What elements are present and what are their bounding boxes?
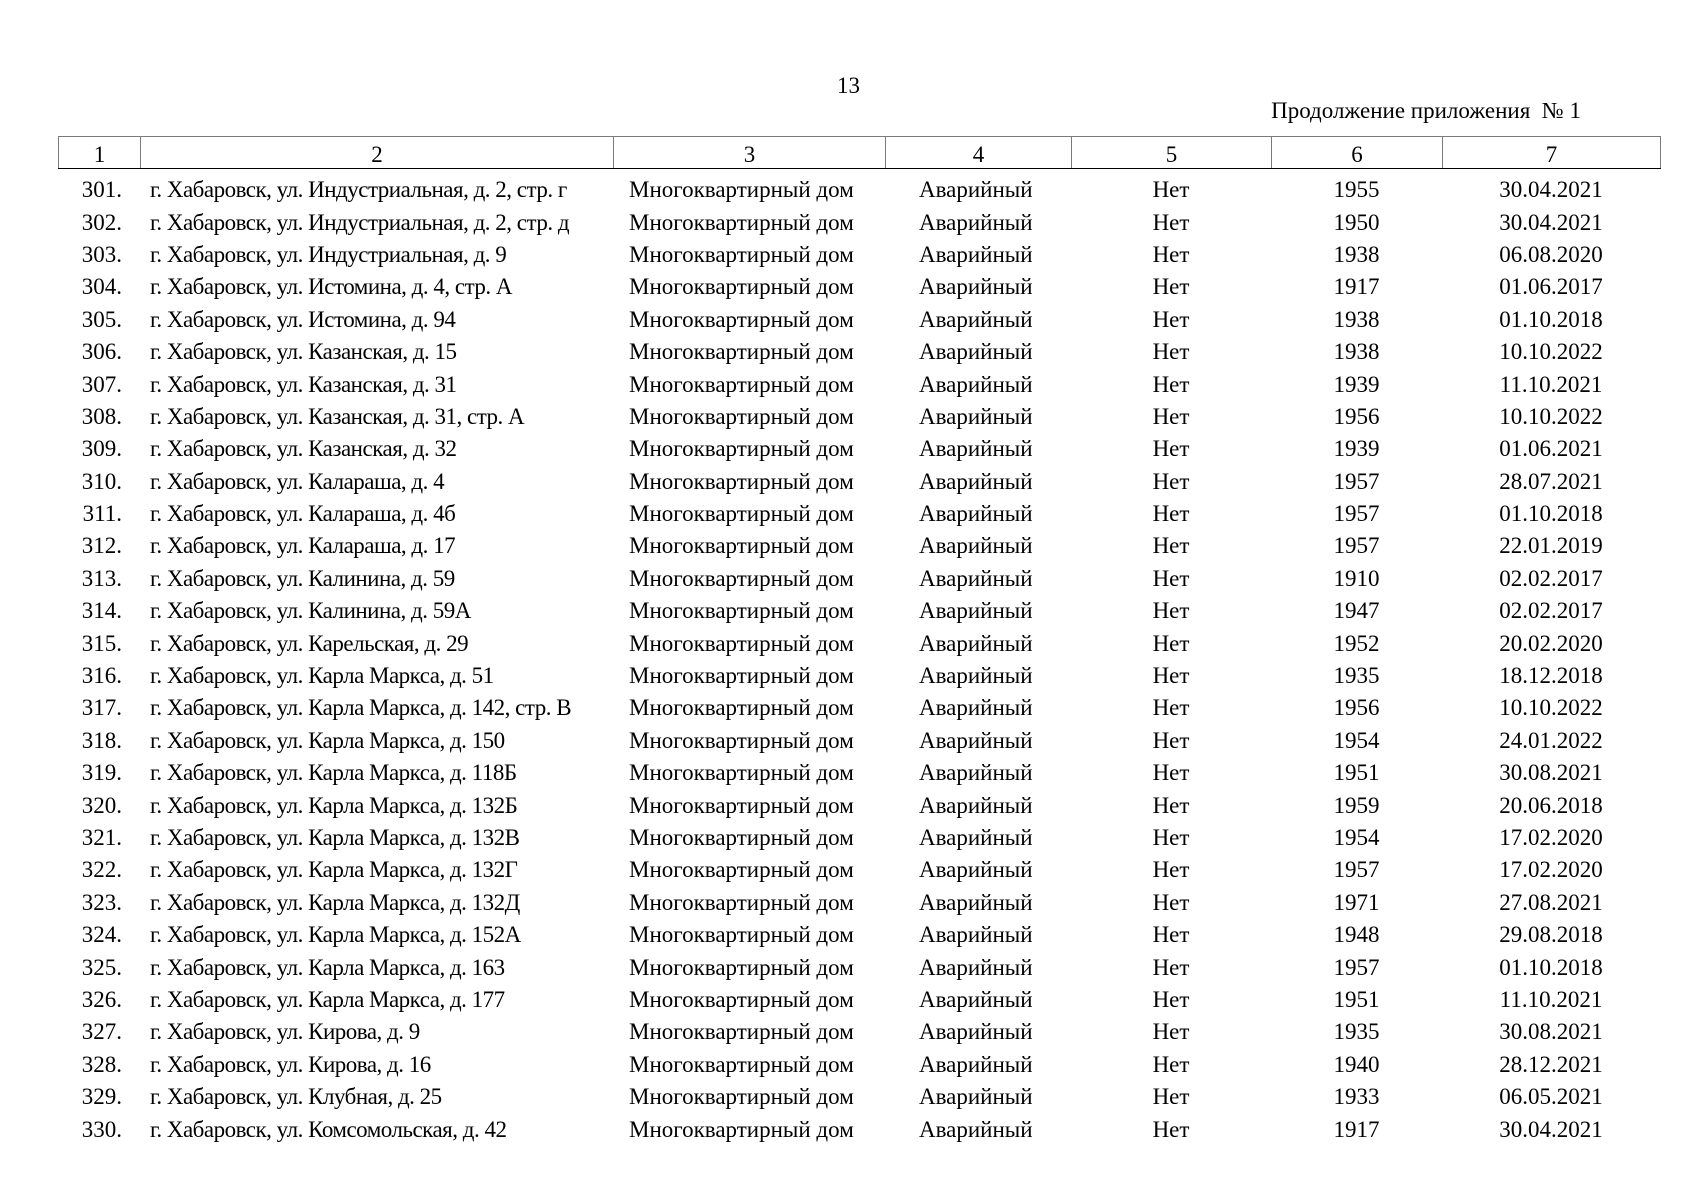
status-cell: Нет: [1152, 306, 1190, 332]
building-type-cell: Многоквартирный дом: [629, 922, 854, 948]
condition-cell: Аварийный: [919, 922, 1033, 948]
status-cell: Нет: [1152, 565, 1190, 591]
table-header: [58, 136, 1661, 169]
address-cell: г. Хабаровск, ул. Карла Маркса, д. 163: [150, 954, 505, 980]
condition-cell: Аварийный: [919, 598, 1033, 624]
condition-cell: Аварийный: [919, 241, 1033, 267]
row-number: 324.: [81, 922, 122, 948]
building-type-cell: Многоквартирный дом: [629, 1019, 854, 1045]
address-cell: г. Хабаровск, ул. Казанская, д. 32: [150, 436, 457, 462]
table-row: [58, 433, 1660, 465]
date-cell: 11.10.2021: [1499, 986, 1603, 1012]
status-cell: Нет: [1152, 598, 1190, 624]
building-type-cell: Многоквартирный дом: [629, 760, 854, 786]
table-row: [58, 757, 1660, 789]
building-type-cell: Многоквартирный дом: [629, 598, 854, 624]
year-cell: 1935: [1333, 663, 1380, 689]
table-row: [58, 789, 1660, 821]
status-cell: Нет: [1152, 1051, 1190, 1077]
condition-cell: Аварийный: [919, 209, 1033, 235]
condition-cell: Аварийный: [919, 727, 1033, 753]
date-cell: 10.10.2022: [1499, 695, 1603, 721]
row-number: 325.: [81, 954, 122, 980]
row-number: 322.: [81, 857, 122, 883]
date-cell: 01.10.2018: [1499, 501, 1603, 527]
building-type-cell: Многоквартирный дом: [629, 954, 854, 980]
row-number: 327.: [81, 1019, 122, 1045]
table-row: [58, 304, 1660, 336]
table-row: [58, 466, 1660, 498]
status-cell: Нет: [1152, 468, 1190, 494]
year-cell: 1947: [1333, 598, 1380, 624]
row-number: 301.: [81, 177, 122, 203]
date-cell: 06.05.2021: [1499, 1084, 1603, 1110]
building-type-cell: Многоквартирный дом: [629, 306, 854, 332]
year-cell: 1938: [1333, 306, 1380, 332]
address-cell: г. Хабаровск, ул. Калинина, д. 59: [150, 565, 455, 591]
status-cell: Нет: [1152, 986, 1190, 1012]
status-cell: Нет: [1152, 403, 1190, 429]
building-type-cell: Многоквартирный дом: [629, 695, 854, 721]
address-cell: г. Хабаровск, ул. Истомина, д. 4, стр. А: [150, 274, 513, 300]
address-cell: г. Хабаровск, ул. Истомина, д. 94: [150, 306, 456, 332]
date-cell: 10.10.2022: [1499, 403, 1603, 429]
date-cell: 24.01.2022: [1499, 727, 1603, 753]
row-number: 306.: [81, 339, 122, 365]
address-cell: г. Хабаровск, ул. Карла Маркса, д. 132Д: [150, 889, 520, 915]
status-cell: Нет: [1152, 1019, 1190, 1045]
row-number: 318.: [81, 727, 122, 753]
row-number: 312.: [81, 533, 122, 559]
condition-cell: Аварийный: [919, 760, 1033, 786]
year-cell: 1940: [1333, 1051, 1380, 1077]
status-cell: Нет: [1152, 663, 1190, 689]
table-row: [58, 595, 1660, 627]
table-row: [58, 271, 1660, 303]
table-row: [58, 1113, 1660, 1145]
status-cell: Нет: [1152, 630, 1190, 656]
condition-cell: Аварийный: [919, 501, 1033, 527]
building-type-cell: Многоквартирный дом: [629, 533, 854, 559]
year-cell: 1910: [1333, 565, 1380, 591]
building-type-cell: Многоквартирный дом: [629, 792, 854, 818]
condition-cell: Аварийный: [919, 1084, 1033, 1110]
table-row: [58, 887, 1660, 919]
date-cell: 02.02.2017: [1499, 598, 1603, 624]
row-number: 310.: [81, 468, 122, 494]
condition-cell: Аварийный: [919, 1116, 1033, 1142]
building-type-cell: Многоквартирный дом: [629, 371, 854, 397]
address-cell: г. Хабаровск, ул. Индустриальная, д. 2, стр. д: [150, 209, 570, 235]
status-cell: Нет: [1152, 339, 1190, 365]
status-cell: Нет: [1152, 177, 1190, 203]
date-cell: 10.10.2022: [1499, 339, 1603, 365]
building-type-cell: Многоквартирный дом: [629, 403, 854, 429]
table-row: [58, 1016, 1660, 1048]
building-type-cell: Многоквартирный дом: [629, 1084, 854, 1110]
address-cell: г. Хабаровск, ул. Карла Маркса, д. 51: [150, 663, 494, 689]
address-cell: г. Хабаровск, ул. Казанская, д. 31: [150, 371, 457, 397]
row-number: 314.: [81, 598, 122, 624]
address-cell: г. Хабаровск, ул. Индустриальная, д. 2, стр. г: [150, 177, 567, 203]
column-header: 6: [1272, 137, 1443, 169]
condition-cell: Аварийный: [919, 274, 1033, 300]
date-cell: 20.02.2020: [1499, 630, 1603, 656]
year-cell: 1957: [1333, 468, 1380, 494]
table-row: [58, 660, 1660, 692]
address-cell: г. Хабаровск, ул. Кирова, д. 9: [150, 1019, 420, 1045]
row-number: 309.: [81, 436, 122, 462]
year-cell: 1956: [1333, 403, 1380, 429]
address-cell: г. Хабаровск, ул. Карельская, д. 29: [150, 630, 469, 656]
column-header: 4: [886, 137, 1072, 169]
table-row: [58, 368, 1660, 400]
address-cell: г. Хабаровск, ул. Кирова, д. 16: [150, 1051, 431, 1077]
address-cell: г. Хабаровск, ул. Карла Маркса, д. 132В: [150, 825, 520, 850]
date-cell: 30.08.2021: [1499, 1019, 1603, 1045]
date-cell: 01.10.2018: [1499, 954, 1603, 980]
year-cell: 1957: [1333, 501, 1380, 527]
condition-cell: Аварийный: [919, 339, 1033, 365]
table-row: [58, 174, 1660, 206]
year-cell: 1933: [1333, 1084, 1380, 1110]
date-cell: 01.06.2021: [1499, 436, 1603, 462]
year-cell: 1951: [1333, 986, 1380, 1012]
row-number: 303.: [81, 241, 122, 267]
condition-cell: Аварийный: [919, 889, 1033, 915]
address-cell: г. Хабаровск, ул. Индустриальная, д. 9: [150, 241, 507, 267]
housing-table: [58, 174, 1660, 1146]
table-row: [58, 530, 1660, 562]
year-cell: 1917: [1333, 1116, 1380, 1142]
table-row: [58, 951, 1660, 983]
date-cell: 30.04.2021: [1499, 177, 1603, 203]
condition-cell: Аварийный: [919, 1051, 1033, 1077]
building-type-cell: Многоквартирный дом: [629, 663, 854, 689]
condition-cell: Аварийный: [919, 565, 1033, 591]
condition-cell: Аварийный: [919, 371, 1033, 397]
column-header: 2: [141, 137, 614, 169]
date-cell: 27.08.2021: [1499, 889, 1603, 915]
condition-cell: Аварийный: [919, 468, 1033, 494]
address-cell: г. Хабаровск, ул. Калараша, д. 4: [150, 468, 445, 494]
status-cell: Нет: [1152, 274, 1190, 300]
building-type-cell: Многоквартирный дом: [629, 825, 854, 850]
year-cell: 1938: [1333, 241, 1380, 267]
status-cell: Нет: [1152, 857, 1190, 883]
status-cell: Нет: [1152, 695, 1190, 721]
year-cell: 1952: [1333, 630, 1380, 656]
table-row: [58, 692, 1660, 724]
row-number: 316.: [81, 663, 122, 689]
condition-cell: Аварийный: [919, 533, 1033, 559]
year-cell: 1954: [1333, 825, 1380, 850]
row-number: 308.: [81, 403, 122, 429]
year-cell: 1917: [1333, 274, 1380, 300]
address-cell: г. Хабаровск, ул. Карла Маркса, д. 152А: [150, 922, 521, 948]
condition-cell: Аварийный: [919, 403, 1033, 429]
row-number: 311.: [82, 501, 122, 527]
building-type-cell: Многоквартирный дом: [629, 339, 854, 365]
year-cell: 1956: [1333, 695, 1380, 721]
year-cell: 1950: [1333, 209, 1380, 235]
date-cell: 02.02.2017: [1499, 565, 1603, 591]
column-header: 1: [59, 137, 141, 169]
row-number: 304.: [81, 274, 122, 300]
status-cell: Нет: [1152, 792, 1190, 818]
row-number: 305.: [81, 306, 122, 332]
year-cell: 1954: [1333, 727, 1380, 753]
condition-cell: Аварийный: [919, 306, 1033, 332]
table-row: [58, 401, 1660, 433]
year-cell: 1939: [1333, 371, 1380, 397]
row-number: 321.: [81, 825, 122, 850]
date-cell: 11.10.2021: [1499, 371, 1603, 397]
table-row: [58, 725, 1660, 757]
year-cell: 1951: [1333, 760, 1380, 786]
address-cell: г. Хабаровск, ул. Карла Маркса, д. 132Г: [150, 857, 518, 883]
address-cell: г. Хабаровск, ул. Казанская, д. 31, стр. А: [150, 403, 525, 429]
building-type-cell: Многоквартирный дом: [629, 889, 854, 915]
year-cell: 1955: [1333, 177, 1380, 203]
building-type-cell: Многоквартирный дом: [629, 565, 854, 591]
address-cell: г. Хабаровск, ул. Калараша, д. 4б: [150, 501, 456, 527]
status-cell: Нет: [1152, 1116, 1190, 1142]
year-cell: 1935: [1333, 1019, 1380, 1045]
date-cell: 29.08.2018: [1499, 922, 1603, 948]
building-type-cell: Многоквартирный дом: [629, 241, 854, 267]
row-number: 323.: [81, 889, 122, 915]
row-number: 315.: [81, 630, 122, 656]
building-type-cell: Многоквартирный дом: [629, 630, 854, 656]
status-cell: Нет: [1152, 533, 1190, 559]
address-cell: г. Хабаровск, ул. Калараша, д. 17: [150, 533, 456, 559]
status-cell: Нет: [1152, 760, 1190, 786]
year-cell: 1957: [1333, 857, 1380, 883]
building-type-cell: Многоквартирный дом: [629, 468, 854, 494]
table-row: [58, 206, 1660, 238]
row-number: 328.: [81, 1051, 122, 1077]
year-cell: 1957: [1333, 533, 1380, 559]
status-cell: Нет: [1152, 501, 1190, 527]
row-number: 320.: [81, 792, 122, 818]
building-type-cell: Многоквартирный дом: [629, 501, 854, 527]
building-type-cell: Многоквартирный дом: [629, 436, 854, 462]
condition-cell: Аварийный: [919, 695, 1033, 721]
status-cell: Нет: [1152, 371, 1190, 397]
condition-cell: Аварийный: [919, 825, 1033, 850]
address-cell: г. Хабаровск, ул. Карла Маркса, д. 177: [150, 986, 505, 1012]
status-cell: Нет: [1152, 825, 1190, 850]
building-type-cell: Многоквартирный дом: [629, 209, 854, 235]
condition-cell: Аварийный: [919, 792, 1033, 818]
condition-cell: Аварийный: [919, 857, 1033, 883]
date-cell: 01.10.2018: [1499, 306, 1603, 332]
date-cell: 18.12.2018: [1499, 663, 1603, 689]
table-row: [58, 498, 1660, 530]
building-type-cell: Многоквартирный дом: [629, 857, 854, 883]
table-row: [58, 854, 1660, 886]
condition-cell: Аварийный: [919, 630, 1033, 656]
row-number: 307.: [81, 371, 122, 397]
year-cell: 1957: [1333, 954, 1380, 980]
row-number: 326.: [81, 986, 122, 1012]
status-cell: Нет: [1152, 922, 1190, 948]
building-type-cell: Многоквартирный дом: [629, 727, 854, 753]
condition-cell: Аварийный: [919, 954, 1033, 980]
status-cell: Нет: [1152, 436, 1190, 462]
table-row: [58, 627, 1660, 659]
condition-cell: Аварийный: [919, 663, 1033, 689]
address-cell: г. Хабаровск, ул. Калинина, д. 59А: [150, 598, 471, 624]
address-cell: г. Хабаровск, ул. Карла Маркса, д. 132Б: [150, 792, 518, 818]
table-row: [58, 1081, 1660, 1113]
date-cell: 28.07.2021: [1499, 468, 1603, 494]
condition-cell: Аварийный: [919, 1019, 1033, 1045]
column-header: 7: [1443, 137, 1661, 169]
column-header: 5: [1072, 137, 1272, 169]
date-cell: 30.08.2021: [1499, 760, 1603, 786]
date-cell: 30.04.2021: [1499, 209, 1603, 235]
row-number: 329.: [81, 1084, 122, 1110]
condition-cell: Аварийный: [919, 986, 1033, 1012]
column-header: 3: [614, 137, 886, 169]
year-cell: 1939: [1333, 436, 1380, 462]
status-cell: Нет: [1152, 889, 1190, 915]
address-cell: г. Хабаровск, ул. Карла Маркса, д. 142, стр. В: [150, 695, 572, 721]
date-cell: 06.08.2020: [1499, 241, 1603, 267]
status-cell: Нет: [1152, 954, 1190, 980]
table-row: [58, 336, 1660, 368]
year-cell: 1959: [1333, 792, 1380, 818]
date-cell: 22.01.2019: [1499, 533, 1603, 559]
condition-cell: Аварийный: [919, 177, 1033, 203]
page-number: 13: [837, 73, 860, 98]
condition-cell: Аварийный: [919, 436, 1033, 462]
address-cell: г. Хабаровск, ул. Клубная, д. 25: [150, 1084, 442, 1110]
date-cell: 17.02.2020: [1499, 825, 1603, 850]
table-row: [58, 919, 1660, 951]
address-cell: г. Хабаровск, ул. Карла Маркса, д. 150: [150, 727, 505, 753]
continuation-label: Продолжение приложения № 1: [1271, 98, 1581, 123]
date-cell: 17.02.2020: [1499, 857, 1603, 883]
table-row: [58, 1049, 1660, 1081]
status-cell: Нет: [1152, 727, 1190, 753]
row-number: 330.: [81, 1116, 122, 1142]
building-type-cell: Многоквартирный дом: [629, 1051, 854, 1077]
row-number: 317.: [81, 695, 122, 721]
date-cell: 20.06.2018: [1499, 792, 1603, 818]
row-number: 302.: [81, 209, 122, 235]
address-cell: г. Хабаровск, ул. Казанская, д. 15: [150, 339, 457, 365]
date-cell: 30.04.2021: [1499, 1116, 1603, 1142]
row-number: 319.: [81, 760, 122, 786]
date-cell: 01.06.2017: [1499, 274, 1603, 300]
address-cell: г. Хабаровск, ул. Комсомольская, д. 42: [150, 1116, 507, 1142]
status-cell: Нет: [1152, 1084, 1190, 1110]
year-cell: 1971: [1333, 889, 1380, 915]
building-type-cell: Многоквартирный дом: [629, 274, 854, 300]
table-row: [58, 239, 1660, 271]
year-cell: 1938: [1333, 339, 1380, 365]
year-cell: 1948: [1333, 922, 1380, 948]
building-type-cell: Многоквартирный дом: [629, 177, 854, 203]
table-body: [58, 174, 1660, 1146]
table-row: [58, 984, 1660, 1016]
row-number: 313.: [81, 565, 122, 591]
status-cell: Нет: [1152, 241, 1190, 267]
address-cell: г. Хабаровск, ул. Карла Маркса, д. 118Б: [150, 760, 517, 786]
building-type-cell: Многоквартирный дом: [629, 1116, 854, 1142]
date-cell: 28.12.2021: [1499, 1051, 1603, 1077]
status-cell: Нет: [1152, 209, 1190, 235]
header-row: [59, 137, 1661, 169]
table-row: [58, 822, 1660, 854]
building-type-cell: Многоквартирный дом: [629, 986, 854, 1012]
table-row: [58, 563, 1660, 595]
